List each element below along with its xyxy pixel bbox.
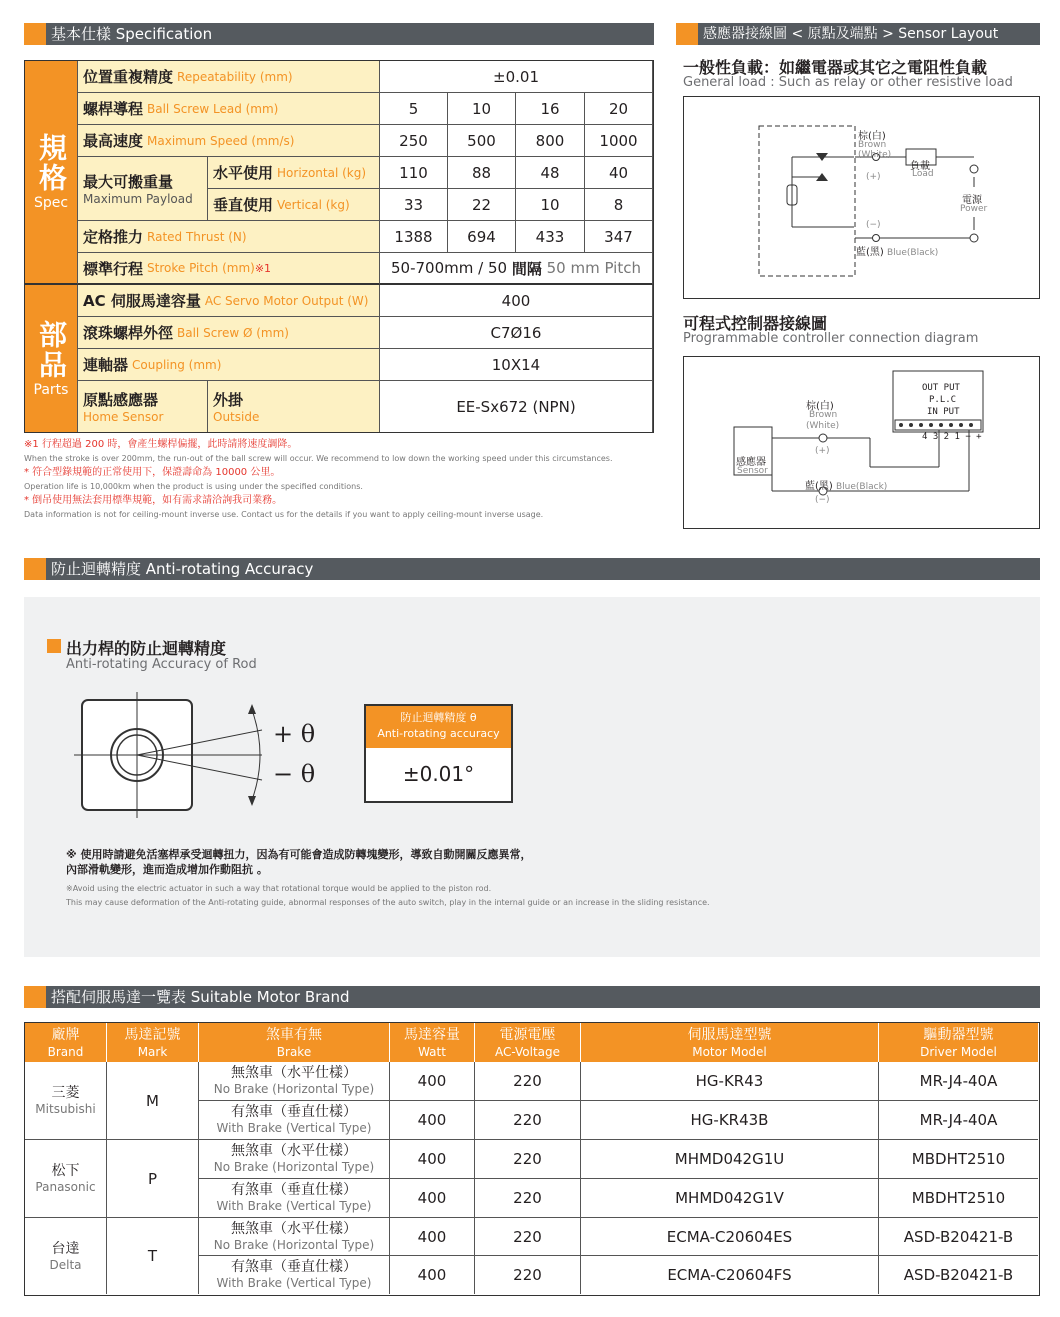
label-zh: 標準行程: [83, 259, 144, 278]
brake-cell: [199, 1140, 390, 1179]
label-en: Ball Screw Ø (mm): [177, 325, 289, 340]
brake-en: No Brake (Horizontal Type): [213, 1082, 375, 1096]
label-zh: 原點感應器: [83, 391, 159, 409]
value-lead-10: 10: [448, 93, 516, 125]
watt-cell: 400: [390, 1218, 475, 1256]
watt-cell: 400: [390, 1256, 475, 1294]
plc-title: 可程式控制器接線圖: [683, 314, 828, 333]
plc-in: IN PUT: [927, 407, 960, 417]
wire-brown: 棕(白): [858, 131, 886, 142]
label-zh: AC 伺服馬達容量: [83, 292, 201, 310]
brake-en: No Brake (Horizontal Type): [213, 1237, 375, 1252]
value-horizontal: 48: [516, 157, 585, 189]
brake-zh: 有煞車（垂直仕樣）: [231, 1182, 357, 1198]
section-accent: [676, 23, 698, 45]
wire-brown-en: Brown: [858, 140, 887, 150]
brand-en: Panasonic: [35, 1180, 96, 1194]
header-zh: 伺服馬達型號: [687, 1027, 772, 1043]
value-thrust: 347: [585, 221, 653, 253]
load-label: 負載: [910, 161, 930, 172]
driver-model-cell: MBDHT2510: [879, 1140, 1038, 1179]
label-zh: 定格推力: [83, 228, 144, 246]
plc-wire-blue-zh: 藍(黑): [805, 481, 833, 492]
wire-white-en: (White): [858, 150, 892, 160]
label-zh: 外掛: [213, 391, 244, 409]
label-outside: [208, 381, 380, 432]
note-2-en: Operation life is 10,000km when the product is using under the specified conditions.: [24, 482, 363, 491]
general-load-subtitle: General load : Such as relay or other resistive load: [683, 75, 1013, 90]
section-accent: [24, 986, 46, 1008]
brand-mitsubishi: [25, 1062, 107, 1140]
plc-plus: (+): [815, 446, 830, 456]
note-3-en: Data information is not for ceiling-mount inverse use. Contact us for the details if you want to apply ceiling-mount inverse usage.: [24, 510, 544, 519]
plc-sensor-en: Sensor: [737, 466, 768, 476]
brake-en: With Brake (Vertical Type): [216, 1121, 372, 1135]
brake-zh: 有煞車（垂直仕樣）: [231, 1104, 357, 1120]
anti-note-2: 內部滑軌變形，進而造成增加作動阻抗 。: [66, 863, 268, 876]
plc-out: OUT PUT: [922, 383, 960, 393]
wire-blue-zh: 藍(黑): [856, 247, 884, 258]
label-coupling: [78, 349, 380, 381]
plc-wire-white-en: (White): [806, 421, 840, 431]
value-thrust: 694: [448, 221, 516, 253]
brake-zh: 有煞車（垂直仕樣）: [231, 1259, 357, 1275]
label-en: Stroke Pitch (mm): [147, 261, 255, 275]
label-zh: 垂直使用: [213, 196, 274, 214]
label-horizontal: [208, 157, 380, 189]
header-zh: 電源電壓: [499, 1027, 556, 1043]
brake-zh: 無煞車（水平仕樣）: [231, 1220, 357, 1237]
header-brand: [25, 1023, 107, 1062]
note-1-en: When the stroke is over 200mm, the run-out of the ball screw will occur. We recommend to low down the working speed under this circumstances.: [24, 454, 613, 463]
header-en: Watt: [418, 1045, 446, 1059]
value-lead-16: 16: [516, 93, 585, 125]
header-en: Brake: [276, 1045, 312, 1059]
wire-blue-en: Blue(Black): [887, 248, 939, 258]
brake-zh: 無煞車（水平仕樣）: [231, 1065, 357, 1081]
stroke-pitch-en: 50 mm Pitch: [546, 259, 641, 277]
spec-table: [24, 60, 654, 433]
brand-en: Delta: [49, 1257, 82, 1272]
brand-zh: 台達: [51, 1240, 80, 1257]
plus-sign: (+): [866, 172, 881, 182]
label-zh: 連軸器: [83, 356, 129, 374]
label-home-sensor: [78, 381, 208, 432]
brake-en: With Brake (Vertical Type): [216, 1199, 372, 1213]
brand-en: Mitsubishi: [35, 1102, 96, 1116]
mark-p: P: [107, 1140, 199, 1218]
plc-label: P.L.C: [929, 395, 957, 405]
value-thrust: 1388: [380, 221, 448, 253]
plc-subtitle: Programmable controller connection diagram: [683, 331, 979, 346]
rod-diagram: [72, 690, 342, 820]
value-vertical: 8: [585, 189, 653, 221]
sensor-section-title: 感應器接線圖 < 原點及端點 > Sensor Layout: [703, 26, 999, 42]
note-1: ※1 行程超過 200 時，會產生螺桿偏擺，此時請將速度調降。: [24, 439, 298, 450]
motor-model-cell: HG-KR43B: [581, 1101, 879, 1140]
minus-theta: − θ: [273, 760, 316, 788]
spec-section-title: 基本仕樣 Specification: [51, 25, 213, 43]
motor-section-bar: [24, 986, 1040, 1008]
footnote-mark: ※1: [254, 261, 272, 275]
header-mark: [107, 1023, 199, 1062]
brake-zh: 無煞車（水平仕樣）: [231, 1143, 357, 1159]
plc-minus: (−): [815, 495, 830, 505]
value-repeatability: ±0.01: [380, 61, 653, 93]
plc-wire-blue: [805, 477, 887, 492]
watt-cell: 400: [390, 1140, 475, 1179]
header-en: Mark: [137, 1045, 168, 1059]
value-speed: 250: [380, 125, 448, 157]
header-zh: 廠牌: [51, 1027, 80, 1043]
label-en: Home Sensor: [83, 410, 164, 424]
anti-section-bar: [24, 558, 1040, 580]
motor-model-cell: ECMA-C20604ES: [581, 1218, 879, 1256]
label-motor: [78, 285, 380, 317]
anti-title: 出力桿的防止迴轉精度: [66, 639, 227, 658]
header-en: AC-Voltage: [494, 1045, 560, 1059]
plc-wire-brown: 棕(白): [806, 401, 834, 412]
spec-category-zh: 規格: [35, 133, 68, 193]
stroke-pitch-zh: 間隔: [511, 259, 542, 278]
note-3: * 倒吊使用無法套用標準規範，如有需求請洽詢我司業務。: [24, 495, 283, 506]
plus-theta: + θ: [273, 720, 316, 748]
label-en: Coupling (mm): [132, 357, 222, 372]
power-label-en: Power: [960, 204, 988, 214]
motor-table: [24, 1022, 1040, 1296]
voltage-cell: 220: [475, 1140, 581, 1179]
wire-blue: [856, 243, 938, 258]
parts-category-en: Parts: [33, 381, 69, 398]
spec-section-bar: [24, 23, 654, 45]
label-en: Maximum Payload: [83, 192, 193, 206]
label-en: Ball Screw Lead (mm): [147, 101, 279, 116]
watt-cell: 400: [390, 1062, 475, 1101]
brake-cell: [199, 1062, 390, 1101]
label-zh: 最高速度: [83, 132, 144, 150]
label-zh: 水平使用: [213, 164, 274, 182]
voltage-cell: 220: [475, 1179, 581, 1218]
value-vertical: 22: [448, 189, 516, 221]
note-2: * 符合型錄規範的正常使用下，保證壽命為 10000 公里。: [24, 467, 281, 478]
header-zh: 煞車有無: [266, 1027, 322, 1043]
label-repeatability: [78, 61, 380, 93]
brake-en: With Brake (Vertical Type): [216, 1276, 372, 1290]
brand-delta: [25, 1218, 107, 1294]
driver-model-cell: ASD-B20421-B: [903, 1266, 1014, 1284]
brand-zh: 松下: [51, 1163, 80, 1179]
voltage-cell: 220: [475, 1218, 581, 1256]
value-horizontal: 110: [380, 157, 448, 189]
spec-notes: [24, 438, 664, 522]
value-lead-20: 20: [585, 93, 653, 125]
label-payload: [78, 157, 208, 221]
minus-sign: (−): [866, 220, 881, 230]
sensor-section-bar: [676, 23, 1040, 45]
section-accent: [24, 23, 46, 45]
value-stroke: [380, 253, 653, 285]
general-load-diagram: [683, 96, 1040, 299]
power-label: 電源: [962, 195, 982, 206]
stroke-range: 50-700mm / 50: [391, 259, 508, 277]
motor-section-title: 搭配伺服馬達一覽表 Suitable Motor Brand: [51, 988, 350, 1006]
motor-model-cell: MHMD042G1U: [581, 1140, 879, 1179]
plc-pins: 4 3 2 1 − +: [922, 432, 982, 442]
anti-note-4: This may cause deformation of the Anti-rotating guide, abnormal responses of the auto switch, play in the internal guide or an increase in the sliding resistance.: [66, 898, 710, 907]
parts-category-zh: 部品: [35, 319, 68, 380]
label-en: Rated Thrust (N): [147, 229, 247, 244]
label-vertical: [208, 189, 380, 221]
label-stroke: [78, 253, 380, 285]
header-brake: [199, 1023, 390, 1062]
value-motor: 400: [380, 285, 653, 317]
label-en: Vertical (kg): [277, 197, 350, 212]
value-vertical: 33: [380, 189, 448, 221]
accuracy-value: ±0.01°: [402, 762, 475, 786]
anti-subtitle: Anti-rotating Accuracy of Rod: [66, 657, 257, 672]
brake-cell: [199, 1218, 390, 1256]
watt-cell: 400: [390, 1179, 475, 1218]
load-label-en: Load: [912, 169, 934, 179]
label-en: AC Servo Motor Output (W): [204, 293, 369, 308]
voltage-cell: 220: [475, 1101, 581, 1140]
header-zh: 驅動器型號: [923, 1027, 994, 1043]
value-horizontal: 40: [585, 157, 653, 189]
label-en: Maximum Speed (mm/s): [147, 133, 295, 148]
value-speed: 1000: [585, 125, 653, 157]
plc-wire-brown-en: Brown: [809, 410, 838, 420]
plc-diagram: [683, 356, 1040, 529]
general-load-title: 一般性負載：如繼電器或其它之電阻性負載: [683, 58, 988, 77]
label-en: Outside: [213, 410, 260, 424]
header-en: Motor Model: [692, 1045, 767, 1059]
driver-model-cell: MR-J4-40A: [879, 1062, 1038, 1101]
spec-category-en: Spec: [33, 195, 69, 211]
label-zh: 滾珠螺桿外徑: [83, 324, 174, 342]
header-watt: [390, 1023, 475, 1062]
label-en: Repeatability (mm): [177, 69, 293, 84]
plc-sensor: 感應器: [736, 457, 766, 468]
brake-cell: [199, 1101, 390, 1140]
header-zh: 馬達容量: [404, 1027, 460, 1043]
brand-zh: 三菱: [51, 1085, 80, 1101]
header-zh: 馬達記號: [124, 1027, 181, 1043]
brake-cell: [199, 1179, 390, 1218]
brake-cell: [199, 1256, 390, 1294]
accuracy-header-zh: 防止迴轉精度 θ: [400, 711, 477, 724]
mark-m: M: [107, 1062, 199, 1140]
brand-panasonic: [25, 1140, 107, 1218]
brake-en: No Brake (Horizontal Type): [213, 1160, 375, 1174]
label-zh: 位置重複精度: [83, 68, 174, 86]
accuracy-header-en: Anti-rotating accuracy: [377, 727, 500, 740]
value-horizontal: 88: [448, 157, 516, 189]
value-thrust: 433: [516, 221, 585, 253]
anti-marker: [47, 639, 61, 653]
value-screw: C7Ø16: [380, 317, 653, 349]
plc-wire-blue-en: Blue(Black): [836, 482, 888, 492]
label-lead: [78, 93, 380, 125]
value-speed: 800: [516, 125, 585, 157]
motor-model-cell: ECMA-C20604FS: [581, 1256, 879, 1294]
header-driver-model: [879, 1023, 1038, 1062]
header-en: Brand: [47, 1045, 84, 1059]
value-sensor: EE-Sx672 (NPN): [380, 381, 653, 432]
driver-model-cell: ASD-B20421-B: [879, 1218, 1038, 1256]
anti-note-3: ※Avoid using the electric actuator in such a way that rotational torque would be applied to the piston rod.: [66, 884, 492, 893]
voltage-cell: 220: [475, 1256, 581, 1294]
label-speed: [78, 125, 380, 157]
voltage-cell: 220: [475, 1062, 581, 1101]
motor-model-cell: MHMD042G1V: [581, 1179, 879, 1218]
mark-t: T: [107, 1218, 199, 1294]
plc-wiring: [684, 357, 1039, 528]
anti-note-1: ※ 使用時請避免活塞桿承受迴轉扭力，因為有可能會造成防轉塊變形，導致自動開關反應異常，: [66, 848, 532, 861]
label-zh: 螺桿導程: [83, 100, 144, 118]
anti-section-title: 防止迴轉精度 Anti-rotating Accuracy: [51, 560, 314, 578]
motor-model-cell: HG-KR43: [581, 1062, 879, 1101]
parts-category: [25, 285, 78, 432]
header-en: Driver Model: [920, 1045, 997, 1059]
spec-category: [25, 61, 78, 285]
value-lead-5: 5: [380, 93, 448, 125]
driver-model-cell: MBDHT2510: [879, 1179, 1038, 1218]
watt-cell: 400: [390, 1101, 475, 1140]
accuracy-box: [364, 704, 513, 803]
value-speed: 500: [448, 125, 516, 157]
accuracy-header: [366, 706, 511, 748]
label-screw: [78, 317, 380, 349]
label-zh: 最大可搬重量: [83, 173, 174, 191]
label-en: Horizontal (kg): [277, 165, 367, 180]
value-coupling: 10X14: [380, 349, 653, 381]
header-voltage: [475, 1023, 581, 1062]
value-vertical: 10: [516, 189, 585, 221]
header-motor-model: [581, 1023, 879, 1062]
driver-model-cell: MR-J4-40A: [879, 1101, 1038, 1140]
section-accent: [24, 558, 46, 580]
label-thrust: [78, 221, 380, 253]
